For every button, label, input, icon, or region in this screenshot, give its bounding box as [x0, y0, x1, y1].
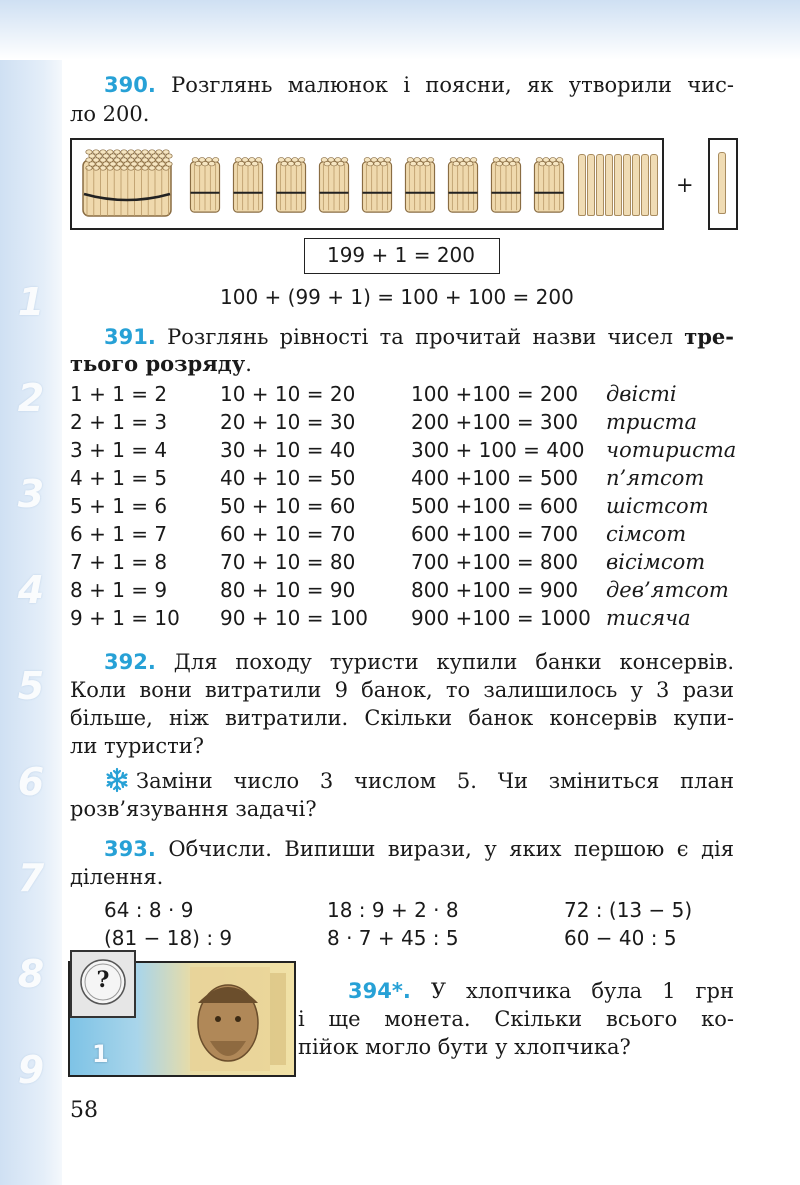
- ex394-number: 394*.: [348, 979, 411, 1003]
- ex391-col2-cell: 30 + 10 = 40: [220, 438, 356, 462]
- ex391-line2: [70, 349, 252, 379]
- ex391-col3-cell: 900 +100 = 1000: [411, 606, 591, 630]
- ten-bundle-image: [274, 154, 308, 216]
- ex390-text1: Розглянь малюнок і поясни, як утворили чис-: [171, 73, 734, 97]
- expanded-equation: 100 + (99 + 1) = 100 + 100 = 200: [220, 285, 574, 309]
- page-number: 58: [70, 1098, 98, 1123]
- ex391-number-name: чотириста: [606, 438, 737, 462]
- side-number: 1: [17, 280, 45, 324]
- hundred-bundle-image: [80, 146, 174, 222]
- ten-bundle-image: [489, 154, 523, 216]
- ex391-col1-cell: 8 + 1 = 9: [70, 578, 168, 602]
- ex392-number: 392.: [104, 650, 156, 674]
- ten-bundle-image: [532, 154, 566, 216]
- ten-bundle-image: [403, 154, 437, 216]
- ex391-col2-cell: 80 + 10 = 90: [220, 578, 356, 602]
- single-stick: [596, 154, 604, 216]
- ex391-col3-cell: 600 +100 = 700: [411, 522, 579, 546]
- ex393-text1: Обчисли. Випиши вирази, у яких першою є дія: [168, 837, 734, 861]
- ex391-col2-cell: 70 + 10 = 80: [220, 550, 356, 574]
- single-stick: [605, 154, 613, 216]
- ex391-col2-cell: 60 + 10 = 70: [220, 522, 356, 546]
- ex391-number-name: двісті: [606, 382, 677, 406]
- side-number: 3: [17, 472, 45, 516]
- bundles-box: [70, 138, 664, 230]
- banknote-digit: 1: [92, 1040, 109, 1068]
- ex391-col3-cell: 200 +100 = 300: [411, 410, 579, 434]
- ex391-col3-cell: 500 +100 = 600: [411, 494, 579, 518]
- single-stick: [578, 154, 586, 216]
- ex391-col3-cell: 400 +100 = 500: [411, 466, 579, 490]
- ex394-line2: і ще монета. Скільки всього ко-: [298, 1007, 734, 1031]
- ex393-expr-4: (81 − 18) : 9: [104, 926, 233, 950]
- ex392-extra-line1: Заміни число 3 числом 5. Чи зміниться план: [136, 769, 734, 793]
- single-stick: [718, 152, 726, 214]
- single-stick-box: [708, 138, 738, 230]
- ex392-line1: [104, 647, 734, 677]
- single-stick: [650, 154, 658, 216]
- ex391-col3-cell: 700 +100 = 800: [411, 550, 579, 574]
- boxed-equation: 199 + 1 = 200: [326, 243, 476, 267]
- ex393-expr-2: 18 : 9 + 2 · 8: [327, 898, 459, 922]
- ex391-col3-cell: 300 + 100 = 400: [411, 438, 585, 462]
- ex391-number-name: шістсот: [606, 494, 709, 518]
- ex391-col2-cell: 50 + 10 = 60: [220, 494, 356, 518]
- ex391-col1-cell: 5 + 1 = 6: [70, 494, 168, 518]
- ex392-line3: більше, ніж витратили. Скільки банок консервів купи-: [70, 706, 734, 730]
- single-stick: [587, 154, 595, 216]
- ex391-col1-cell: 4 + 1 = 5: [70, 466, 168, 490]
- ex390-line2: ло 200.: [70, 102, 150, 126]
- ex392-text1: Для походу туристи купили банки консервів.: [173, 650, 734, 674]
- ex391-col2-cell: 90 + 10 = 100: [220, 606, 369, 630]
- ex391-number: 391.: [104, 325, 156, 349]
- ex391-col1-cell: 3 + 1 = 4: [70, 438, 168, 462]
- ex391-number-name: вісімсот: [606, 550, 706, 574]
- side-number: 8: [17, 952, 45, 996]
- ex393-expr-5: 8 · 7 + 45 : 5: [327, 926, 459, 950]
- ex391-number-name: триста: [606, 410, 698, 434]
- ten-bundle-image: [446, 154, 480, 216]
- ex392-line2: Коли вони витратили 9 банок, то залишилось у 3 рази: [70, 678, 734, 702]
- ex393-number: 393.: [104, 837, 156, 861]
- ex391-bold1: тре-: [684, 324, 734, 349]
- single-stick: [641, 154, 649, 216]
- ten-bundle-image: [188, 154, 222, 216]
- ex391-col1-cell: 9 + 1 = 10: [70, 606, 180, 630]
- ten-bundle-image: [360, 154, 394, 216]
- side-number: 7: [17, 856, 45, 900]
- ex391-col1-cell: 1 + 1 = 2: [70, 382, 168, 406]
- ex391-col1-cell: 7 + 1 = 8: [70, 550, 168, 574]
- ex391-col1-cell: 6 + 1 = 7: [70, 522, 168, 546]
- ex391-col3-cell: 100 +100 = 200: [411, 382, 579, 406]
- ex392-line4: ли туристи?: [70, 734, 205, 758]
- ex391-col2-cell: 40 + 10 = 50: [220, 466, 356, 490]
- page-top-band: [0, 0, 800, 60]
- ex391-number-name: п’ятсот: [606, 466, 705, 490]
- question-mark: ?: [96, 967, 110, 993]
- ex393-expr-1: 64 : 8 · 9: [104, 898, 194, 922]
- ex394-line3: пійок могло бути у хлопчика?: [298, 1035, 631, 1059]
- ex390-number: 390.: [104, 73, 156, 97]
- side-number: 6: [17, 760, 45, 804]
- side-number: 2: [17, 376, 45, 420]
- ex391-col2-cell: 10 + 10 = 20: [220, 382, 356, 406]
- ex391-col2-cell: 20 + 10 = 30: [220, 410, 356, 434]
- ex390-line1: [104, 70, 734, 100]
- ten-bundle-image: [317, 154, 351, 216]
- ex391-text1: Розглянь рівності та прочитай назви чисел: [167, 325, 685, 349]
- ex393-line2: ділення.: [70, 865, 164, 889]
- ex391-number-name: тисяча: [606, 606, 691, 630]
- ex391-number-name: дев’ятсот: [606, 578, 729, 602]
- side-number: 4: [17, 568, 45, 612]
- single-stick: [632, 154, 640, 216]
- ex394-line1: [348, 976, 734, 1006]
- ex391-col3-cell: 800 +100 = 900: [411, 578, 579, 602]
- plus-sign: +: [676, 173, 694, 197]
- ex393-expr-6: 60 − 40 : 5: [564, 926, 677, 950]
- ex394-text1: У хлопчика була 1 грн: [430, 979, 735, 1003]
- ex391-number-name: сімсот: [606, 522, 687, 546]
- ex393-expr-3: 72 : (13 − 5): [564, 898, 693, 922]
- ten-bundle-image: [231, 154, 265, 216]
- snowflake-icon: [104, 767, 130, 793]
- ex391-line1: [104, 322, 734, 352]
- ex393-line1: [104, 834, 734, 864]
- question-badge: [70, 950, 136, 1018]
- side-number: 5: [17, 664, 45, 708]
- ex391-period: .: [245, 352, 252, 376]
- single-stick: [614, 154, 622, 216]
- ex392-extra-line2: розв’язування задачі?: [70, 797, 317, 821]
- side-number: 9: [17, 1048, 45, 1092]
- ex391-bold2: тього розряду: [70, 351, 246, 376]
- single-stick: [623, 154, 631, 216]
- ex391-col1-cell: 2 + 1 = 3: [70, 410, 168, 434]
